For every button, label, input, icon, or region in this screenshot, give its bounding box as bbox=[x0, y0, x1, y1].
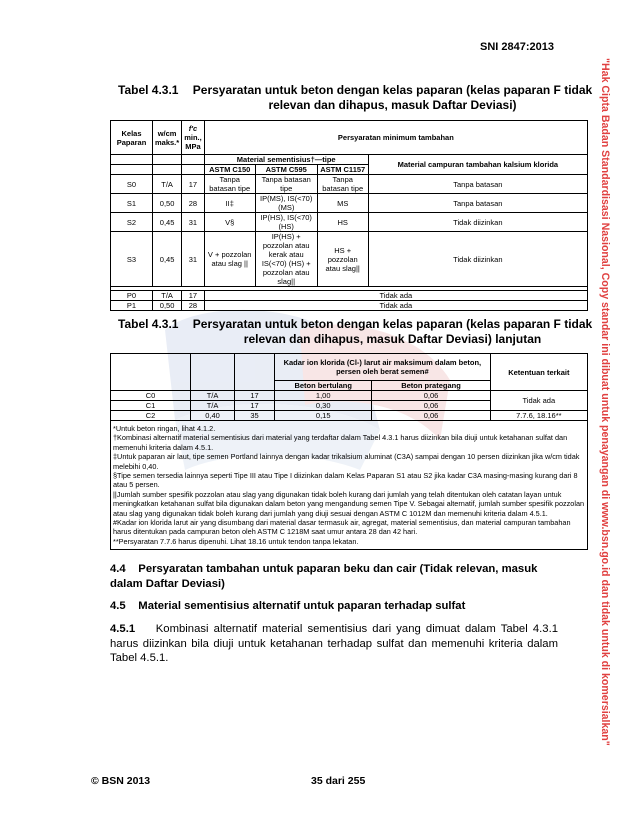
exposure-class-cell: S0 bbox=[111, 175, 153, 194]
table2-caption bbox=[118, 317, 598, 349]
exposure-class-cell: C2 bbox=[111, 411, 191, 421]
footer-page-number: 35 dari 255 bbox=[311, 775, 366, 787]
astm-c595-cell: IP(MS), IS(<70) (MS) bbox=[255, 194, 317, 213]
astm-c1157-cell: Tanpa batasan tipe bbox=[317, 175, 368, 194]
exposure-class-cell: P1 bbox=[111, 301, 153, 311]
reinforced-cell: 0,15 bbox=[275, 411, 372, 421]
section-4-5-title: Material sementisius alternatif untuk paparan terhadap sulfat bbox=[138, 600, 466, 612]
astm-c595-cell: IP(HS), IS(<70) (HS) bbox=[255, 213, 317, 232]
fc-cell: 31 bbox=[182, 213, 205, 232]
table-row bbox=[111, 301, 588, 311]
exposure-class-cell: C1 bbox=[111, 401, 191, 411]
prestressed-cell: 0,06 bbox=[372, 391, 490, 401]
col-additional-req: Persyaratan minimum tambahan bbox=[204, 121, 587, 155]
section-4-5-1 bbox=[110, 622, 558, 666]
copyright-notice-text: "Hak Cipta Badan Standardisasi Nasional, Copy standar ini dibuat untuk penayangan di www.bsn.go.id dan tidak untuk di komersialkan" bbox=[599, 58, 611, 746]
reinforced-cell: 1,00 bbox=[275, 391, 372, 401]
col-fc bbox=[182, 121, 205, 155]
table-footnote: #Kadar ion klorida larut air yang disumbang dari material dasar termasuk air, agregat, material sementisius, dan material campuran tambahan harus ditentukan pada campuran beton oleh ASTM C 1218M saat umur antara 28 dan 42 hari. bbox=[113, 518, 571, 537]
fc-cell: 17 bbox=[235, 401, 275, 411]
table1-number: Tabel 4.3.1 bbox=[118, 83, 179, 97]
section-4-5-1-number: 4.5.1 bbox=[110, 623, 136, 635]
astm-c150-cell: II‡ bbox=[204, 194, 255, 213]
wcm-cell: 0,50 bbox=[153, 301, 182, 311]
table2-title: Persyaratan untuk beton dengan kelas paparan (kelas paparan F tidak relevan dan dihapus, masuk Daftar Deviasi) lanjutan bbox=[192, 317, 593, 346]
fc-cell: 35 bbox=[235, 411, 275, 421]
exposure-requirements-table bbox=[110, 120, 588, 311]
astm-c1157-cell: MS bbox=[317, 194, 368, 213]
astm-c595-cell: Tanpa batasan tipe bbox=[255, 175, 317, 194]
table-row bbox=[111, 411, 588, 421]
table-footnote: †Kombinasi alternatif material sementisius dari material yang terdaftar dalam Tabel 4.3.1 harus diizinkan bila diuji untuk ketahanan sulfat dan memenuhi kriteria dalam 4.5.1. bbox=[113, 433, 568, 452]
standard-code: SNI 2847:2013 bbox=[480, 41, 554, 53]
wcm-cell: 0,45 bbox=[153, 232, 182, 287]
col-astm-c1157: ASTM C1157 bbox=[317, 165, 368, 175]
wcm-cell: 0,50 bbox=[153, 194, 182, 213]
copyright-notice-vertical bbox=[597, 58, 617, 764]
wcm-cell: 0,40 bbox=[191, 411, 235, 421]
fc-cell: 31 bbox=[182, 232, 205, 287]
wcm-cell: T/A bbox=[153, 291, 182, 301]
col-cementitious-type: Material sementisius†—tipe bbox=[204, 155, 368, 165]
wcm-cell: T/A bbox=[191, 401, 235, 411]
fc-cell: 17 bbox=[235, 391, 275, 401]
table1-title: Persyaratan untuk beton dengan kelas paparan (kelas paparan F tidak relevan dan dihapus, masuk Daftar Deviasi) bbox=[192, 83, 593, 112]
table-notes bbox=[111, 421, 588, 550]
table-footnote: ‡Untuk paparan air laut, tipe semen Portland lainnya dengan kadar trikalsium aluminat (C3A) sampai dengan 10 persen diizinkan jika w/cm tidak melebihi 0,40. bbox=[113, 452, 580, 471]
exposure-class-cell: S3 bbox=[111, 232, 153, 287]
col-reinforced: Beton bertulang bbox=[275, 381, 372, 391]
table2-number: Tabel 4.3.1 bbox=[118, 317, 179, 331]
col-kelas-paparan: Kelas Paparan bbox=[111, 121, 153, 155]
astm-c1157-cell: HS + pozzolan atau slag|| bbox=[317, 232, 368, 287]
exposure-class-cell: S1 bbox=[111, 194, 153, 213]
prestressed-cell: 0,06 bbox=[372, 411, 490, 421]
astm-c150-cell: V§ bbox=[204, 213, 255, 232]
table-row bbox=[111, 175, 588, 194]
exposure-class-cell: P0 bbox=[111, 291, 153, 301]
section-4-5-number: 4.5 bbox=[110, 600, 126, 612]
exposure-class-cell: C0 bbox=[111, 391, 191, 401]
astm-c595-cell: IP(HS) + pozzolan atau kerak atau IS(<70) (HS) + pozzolan atau slag|| bbox=[255, 232, 317, 287]
table-row bbox=[111, 391, 588, 401]
requirement-cell: Tidak ada bbox=[204, 301, 587, 311]
fc-cell: 28 bbox=[182, 301, 205, 311]
section-4-5-1-text: Kombinasi alternatif material sementisius dari yang dimuat dalam Tabel 4.3.1 harus diizinkan bila diuji untuk ketahanan terhadap sulfat dan memenuhi kriteria dalam Tabel 4.5.1. bbox=[110, 623, 558, 664]
section-4-4-number: 4.4 bbox=[110, 563, 126, 575]
footer-copyright: © BSN 2013 bbox=[91, 775, 151, 787]
fc-unit: min., MPa bbox=[184, 133, 202, 151]
col-astm-c150: ASTM C150 bbox=[204, 165, 255, 175]
col-chloride-content: Kadar ion klorida (Cl-) larut air maksimum dalam beton, persen oleh berat semen# bbox=[275, 354, 491, 381]
table1-caption bbox=[118, 83, 598, 115]
astm-c150-cell: Tanpa batasan tipe bbox=[204, 175, 255, 194]
col-related-provisions: Ketentuan terkait bbox=[490, 354, 587, 391]
fc-cell: 28 bbox=[182, 194, 205, 213]
calcium-chloride-cell: Tidak diizinkan bbox=[368, 213, 587, 232]
related-provisions-cell: Tidak ada bbox=[490, 391, 587, 411]
chloride-table bbox=[110, 353, 588, 550]
table-footnote: **Persyaratan 7.7.6 harus dipenuhi. Lihat 18.16 untuk tendon tanpa lekatan. bbox=[113, 536, 359, 546]
col-calcium-chloride: Material campuran tambahan kalsium klorida bbox=[368, 155, 587, 175]
table-row bbox=[111, 232, 588, 287]
wcm-cell: T/A bbox=[153, 175, 182, 194]
requirement-cell: Tidak ada bbox=[204, 291, 587, 301]
calcium-chloride-cell: Tidak diizinkan bbox=[368, 232, 587, 287]
section-4-5 bbox=[110, 599, 560, 614]
calcium-chloride-cell: Tanpa batasan bbox=[368, 194, 587, 213]
col-astm-c595: ASTM C595 bbox=[255, 165, 317, 175]
reinforced-cell: 0,30 bbox=[275, 401, 372, 411]
col-prestressed: Beton prategang bbox=[372, 381, 490, 391]
col-wcm: w/cm maks.* bbox=[153, 121, 182, 155]
wcm-cell: 0,45 bbox=[153, 213, 182, 232]
related-provisions-cell: 7.7.6, 18.16** bbox=[490, 411, 587, 421]
exposure-class-cell: S2 bbox=[111, 213, 153, 232]
table-row bbox=[111, 291, 588, 301]
table-footnote: *Untuk beton ringan, lihat 4.1.2. bbox=[113, 424, 216, 433]
table-row bbox=[111, 213, 588, 232]
astm-c150-cell: V + pozzolan atau slag || bbox=[204, 232, 255, 287]
fc-cell: 17 bbox=[182, 175, 205, 194]
calcium-chloride-cell: Tanpa batasan bbox=[368, 175, 587, 194]
prestressed-cell: 0,06 bbox=[372, 401, 490, 411]
fc-cell: 17 bbox=[182, 291, 205, 301]
astm-c1157-cell: HS bbox=[317, 213, 368, 232]
table-footnote: §Tipe semen tersedia lainnya seperti Tipe III atau Tipe I diizinkan dalam Kelas Paparan S1 atau S2 jika kadar C3A masing-masing kurang dari 8 atau 5 persen. bbox=[113, 471, 578, 490]
table-footnote: ||Jumlah sumber spesifik pozzolan atau slag yang digunakan tidak boleh kurang dari jumlah yang telah ditentukan oleh catatan layan untuk meningkatkan ketahanan sulfat bila digunakan dalam beton yang mengandung semen Tipe V. Sebagai alternatif, jumlah sumber spesifik pozzolan atau slag yang digunakan tidak boleh kurang dari jumlah yang diuji sesuai dengan ASTM C 1012M dan memenuhi kriteria dalam 4.5.1. bbox=[113, 489, 585, 518]
wcm-cell: T/A bbox=[191, 391, 235, 401]
section-4-4-title: Persyaratan tambahan untuk paparan beku dan cair (Tidak relevan, masuk dalam Daftar Deviasi) bbox=[110, 563, 538, 590]
section-4-4 bbox=[110, 562, 560, 591]
fc-symbol: f'c bbox=[188, 124, 198, 133]
table-row bbox=[111, 194, 588, 213]
